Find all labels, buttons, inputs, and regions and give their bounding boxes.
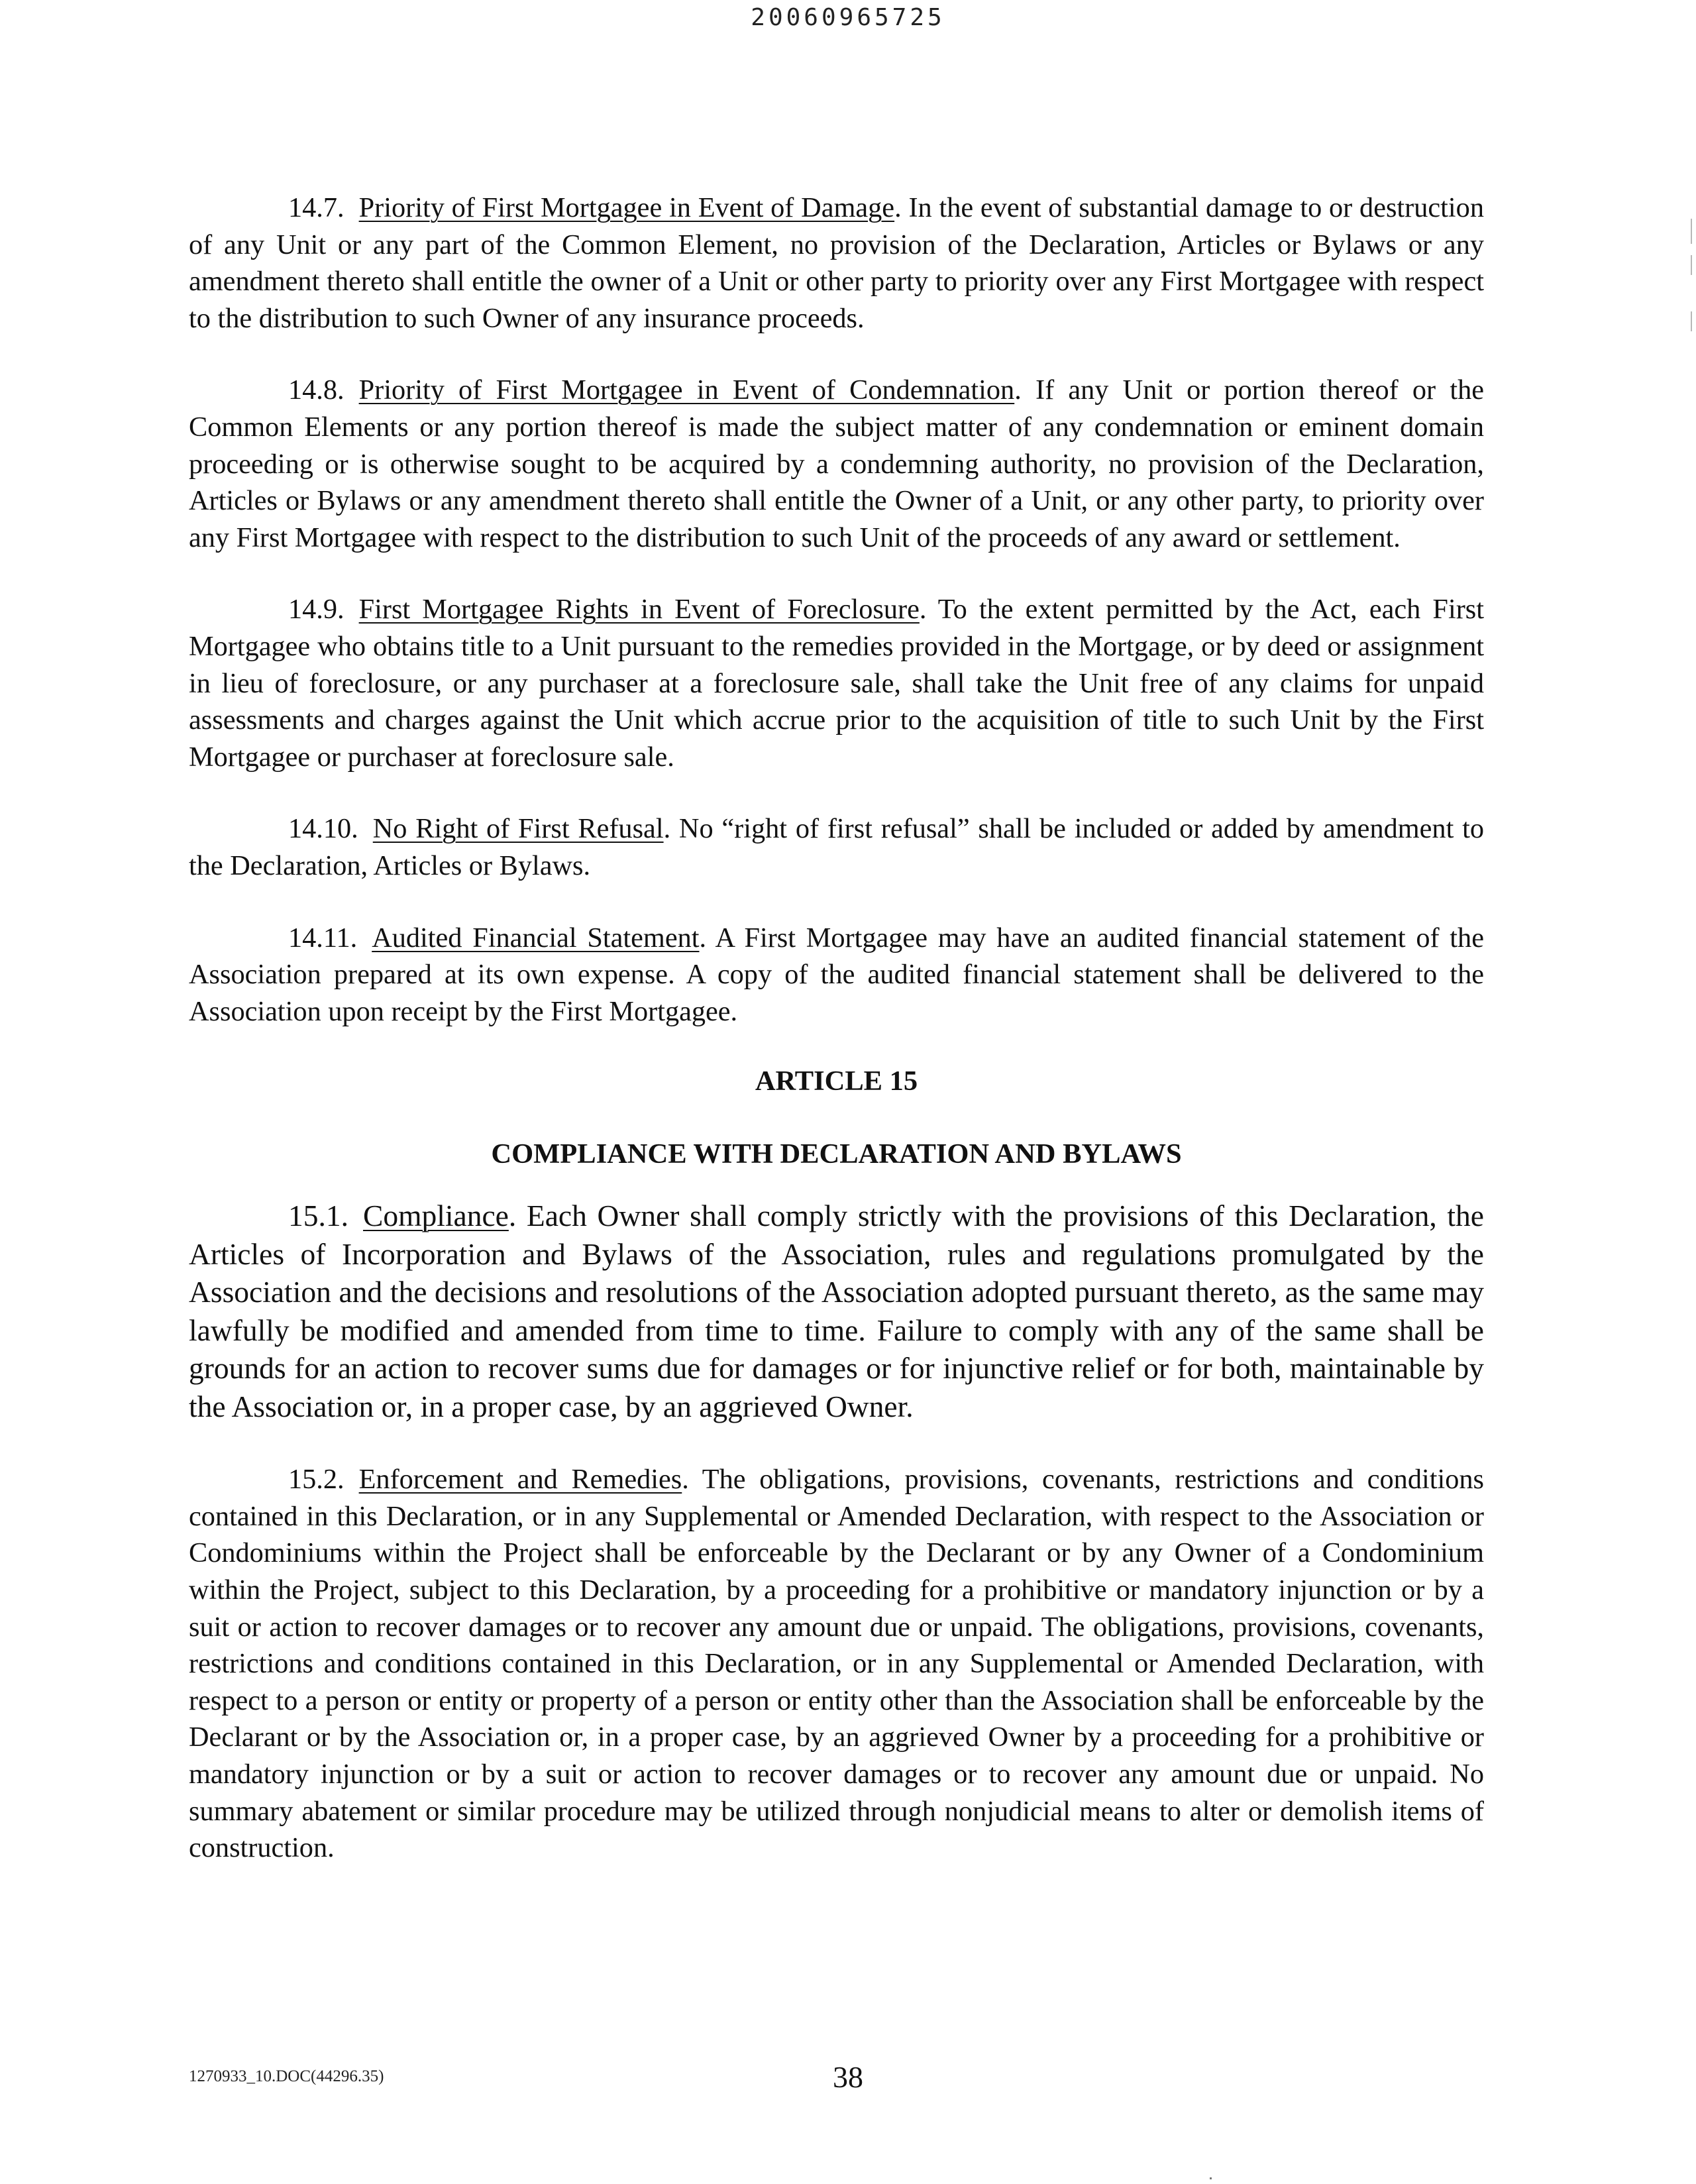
section-text: . Each Owner shall comply strictly with the provisions of this Declaration, the Articles of Incorporation and Bylaws of the Association, rules and regulations promulgated by the Association and the decisions and resolutions of the Association adopted pursuant thereto, as the same may lawfully be modified and amended from time to time. Failure to comply with any of the same shall be grounds for an action to recover sums due for damages or for injunctive relief or for both, maintainable by the Association or, in a proper case, by an aggrieved Owner. bbox=[189, 1199, 1484, 1423]
section-number: 14.9. bbox=[288, 594, 344, 626]
section-14-9 bbox=[189, 591, 1484, 775]
section-15-2 bbox=[189, 1461, 1484, 1867]
section-15-1 bbox=[189, 1197, 1484, 1425]
section-text: . To the extent permitted by the Act, each First Mortgagee who obtains title to a Unit pursuant to the remedies provided in the Mortgage, or by deed or assignment in lieu of foreclosure, or any purchaser at a foreclosure sale, shall take the Unit free of any claims for unpaid assessments and charges against the Unit which accrue prior to the acquisition of title to such Unit by the First Mortgagee or purchaser at foreclosure sale. bbox=[189, 594, 1484, 773]
section-heading: No Right of First Refusal bbox=[372, 813, 664, 845]
section-14-8 bbox=[189, 372, 1484, 556]
article-title: ARTICLE 15 bbox=[755, 1065, 918, 1097]
section-number: 15.1. bbox=[288, 1199, 348, 1233]
page-number: 38 bbox=[833, 2060, 863, 2094]
section-14-10 bbox=[189, 810, 1484, 884]
section-number: 14.7. bbox=[288, 192, 344, 223]
section-text: . The obligations, provisions, covenants, restrictions and conditions contained in this Declaration, or in any Supplemental or Amended Declaration, with respect to the Association or Condominiums within the Project shall be enforceable by the Declarant or by any Owner of a Condominium within the Project, subject to this Declaration, by a proceeding for a prohibitive or mandatory injunction or by a suit or action to recover damages or to recover any amount due or unpaid. The obligations, provisions, covenants, restrictions and conditions contained in this Declaration, or in any Supplemental or Amended Declaration, with respect to a person or entity or property of a person or entity other than the Association shall be enforceable by the Declarant or by the Association or, in a proper case, by an aggrieved Owner by a proceeding for a prohibitive or mandatory injunction or by a suit or action to recover damages or to recover any amount due or unpaid. No summary abatement or similar procedure may be utilized through nonjudicial means to alter or demolish items of construction. bbox=[189, 1464, 1484, 1864]
scan-margin-mark bbox=[1691, 255, 1692, 275]
section-text: . No “right of first refusal” shall be included or added by amendment to the Declaration, Articles or Bylaws. bbox=[189, 813, 1484, 881]
section-number: 14.11. bbox=[288, 922, 358, 954]
scan-margin-mark bbox=[1691, 311, 1692, 331]
section-14-7 bbox=[189, 190, 1484, 337]
section-heading: Audited Financial Statement bbox=[372, 922, 700, 954]
section-text: . In the event of substantial damage to or destruction of any Unit or any part of the Common Element, no provision of the Declaration, Articles or Bylaws or any amendment thereto shall entitle the owner of a Unit or other party to priority over any First Mortgagee with respect to the distribution to such Owner of any insurance proceeds. bbox=[189, 192, 1484, 334]
scan-margin-mark bbox=[1691, 219, 1692, 244]
document-id: 20060965725 bbox=[751, 4, 945, 31]
section-heading: Compliance bbox=[363, 1199, 509, 1233]
section-heading: First Mortgagee Rights in Event of Foreclosure bbox=[358, 594, 920, 626]
section-14-11 bbox=[189, 920, 1484, 1030]
section-heading: Enforcement and Remedies bbox=[358, 1464, 682, 1496]
footer-file-reference: 1270933_10.DOC(44296.35) bbox=[189, 2067, 384, 2085]
section-number: 14.8. bbox=[288, 374, 344, 406]
section-text: . If any Unit or portion thereof or the Common Elements or any portion thereof is made the subject matter of any condemnation or eminent domain proceeding or is otherwise sought to be acquired by a condemning authority, no provision of the Declaration, Articles or Bylaws or any amendment thereto shall entitle the Owner of a Unit, or any other party, to priority over any First Mortgagee with respect to the distribution to such Unit of the proceeds of any award or settlement. bbox=[189, 374, 1485, 553]
scan-speck bbox=[1210, 2177, 1212, 2179]
page-content bbox=[189, 190, 1484, 1867]
article-subtitle: COMPLIANCE WITH DECLARATION AND BYLAWS bbox=[491, 1138, 1182, 1170]
section-number: 14.10. bbox=[288, 813, 358, 845]
section-heading: Priority of First Mortgagee in Event of Damage bbox=[358, 192, 895, 223]
section-text: . A First Mortgagee may have an audited financial statement of the Association prepared at its own expense. A copy of the audited financial statement shall be delivered to the Association upon receipt by the First Mortgagee. bbox=[189, 922, 1484, 1027]
section-heading: Priority of First Mortgagee in Event of Condemnation bbox=[358, 374, 1015, 406]
section-number: 15.2. bbox=[288, 1464, 344, 1496]
